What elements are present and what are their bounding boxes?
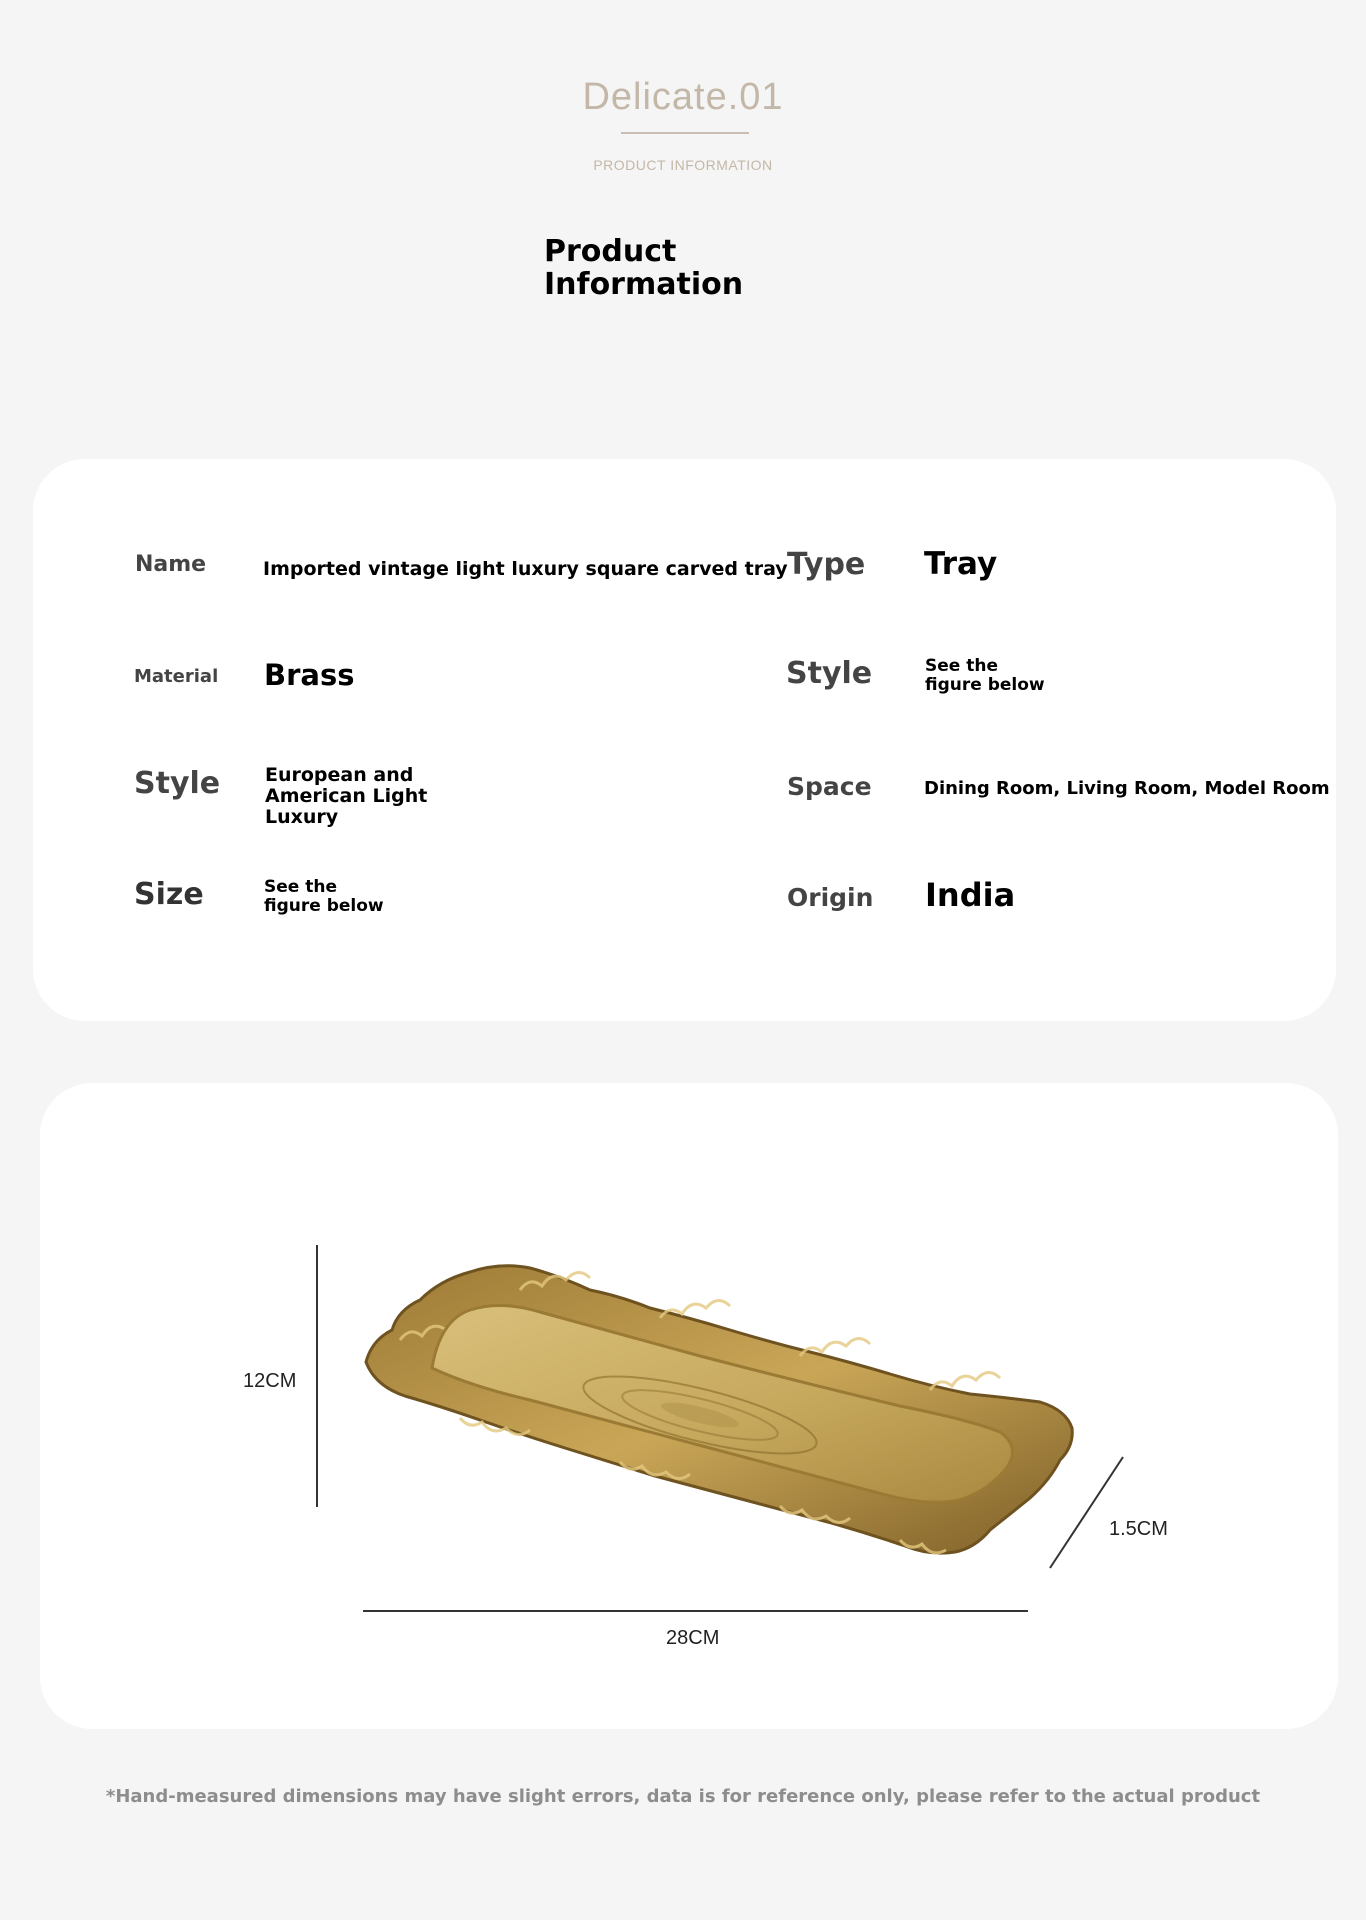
height-dimension-label: 12CM [243,1370,297,1392]
spec-value-type: Tray [924,546,998,582]
spec-label-style-left: Style [134,766,221,801]
spec-value-size: See the figure below [264,877,384,916]
brand-title: Delicate.01 [582,76,784,118]
depth-dimension-line [1050,1457,1123,1568]
brand-subtitle: PRODUCT INFORMATION [593,157,773,173]
spec-label-style-right: Style [786,656,873,691]
depth-dimension-label: 1.5CM [1109,1518,1168,1540]
spec-label-name: Name [135,552,207,577]
spec-value-style-left: European and American Light Luxury [265,764,428,828]
disclaimer-footnote: *Hand-measured dimensions may have slight errors, data is for reference only, please refer to the actual product [105,1786,1261,1807]
spec-label-material: Material [134,666,219,687]
spec-value-name: Imported vintage light luxury square carved tray [263,558,788,580]
brass-tray-image [366,1266,1072,1553]
section-heading: Product Information [544,234,744,302]
spec-label-size: Size [134,877,204,912]
spec-value-material: Brass [264,658,355,692]
spec-label-space: Space [787,772,872,801]
spec-value-origin: India [925,876,1016,914]
spec-label-origin: Origin [787,883,874,912]
spec-label-type: Type [787,547,866,582]
spec-value-space: Dining Room, Living Room, Model Room [924,778,1330,799]
width-dimension-label: 28CM [666,1627,720,1649]
spec-value-style-right: See the figure below [925,656,1045,695]
